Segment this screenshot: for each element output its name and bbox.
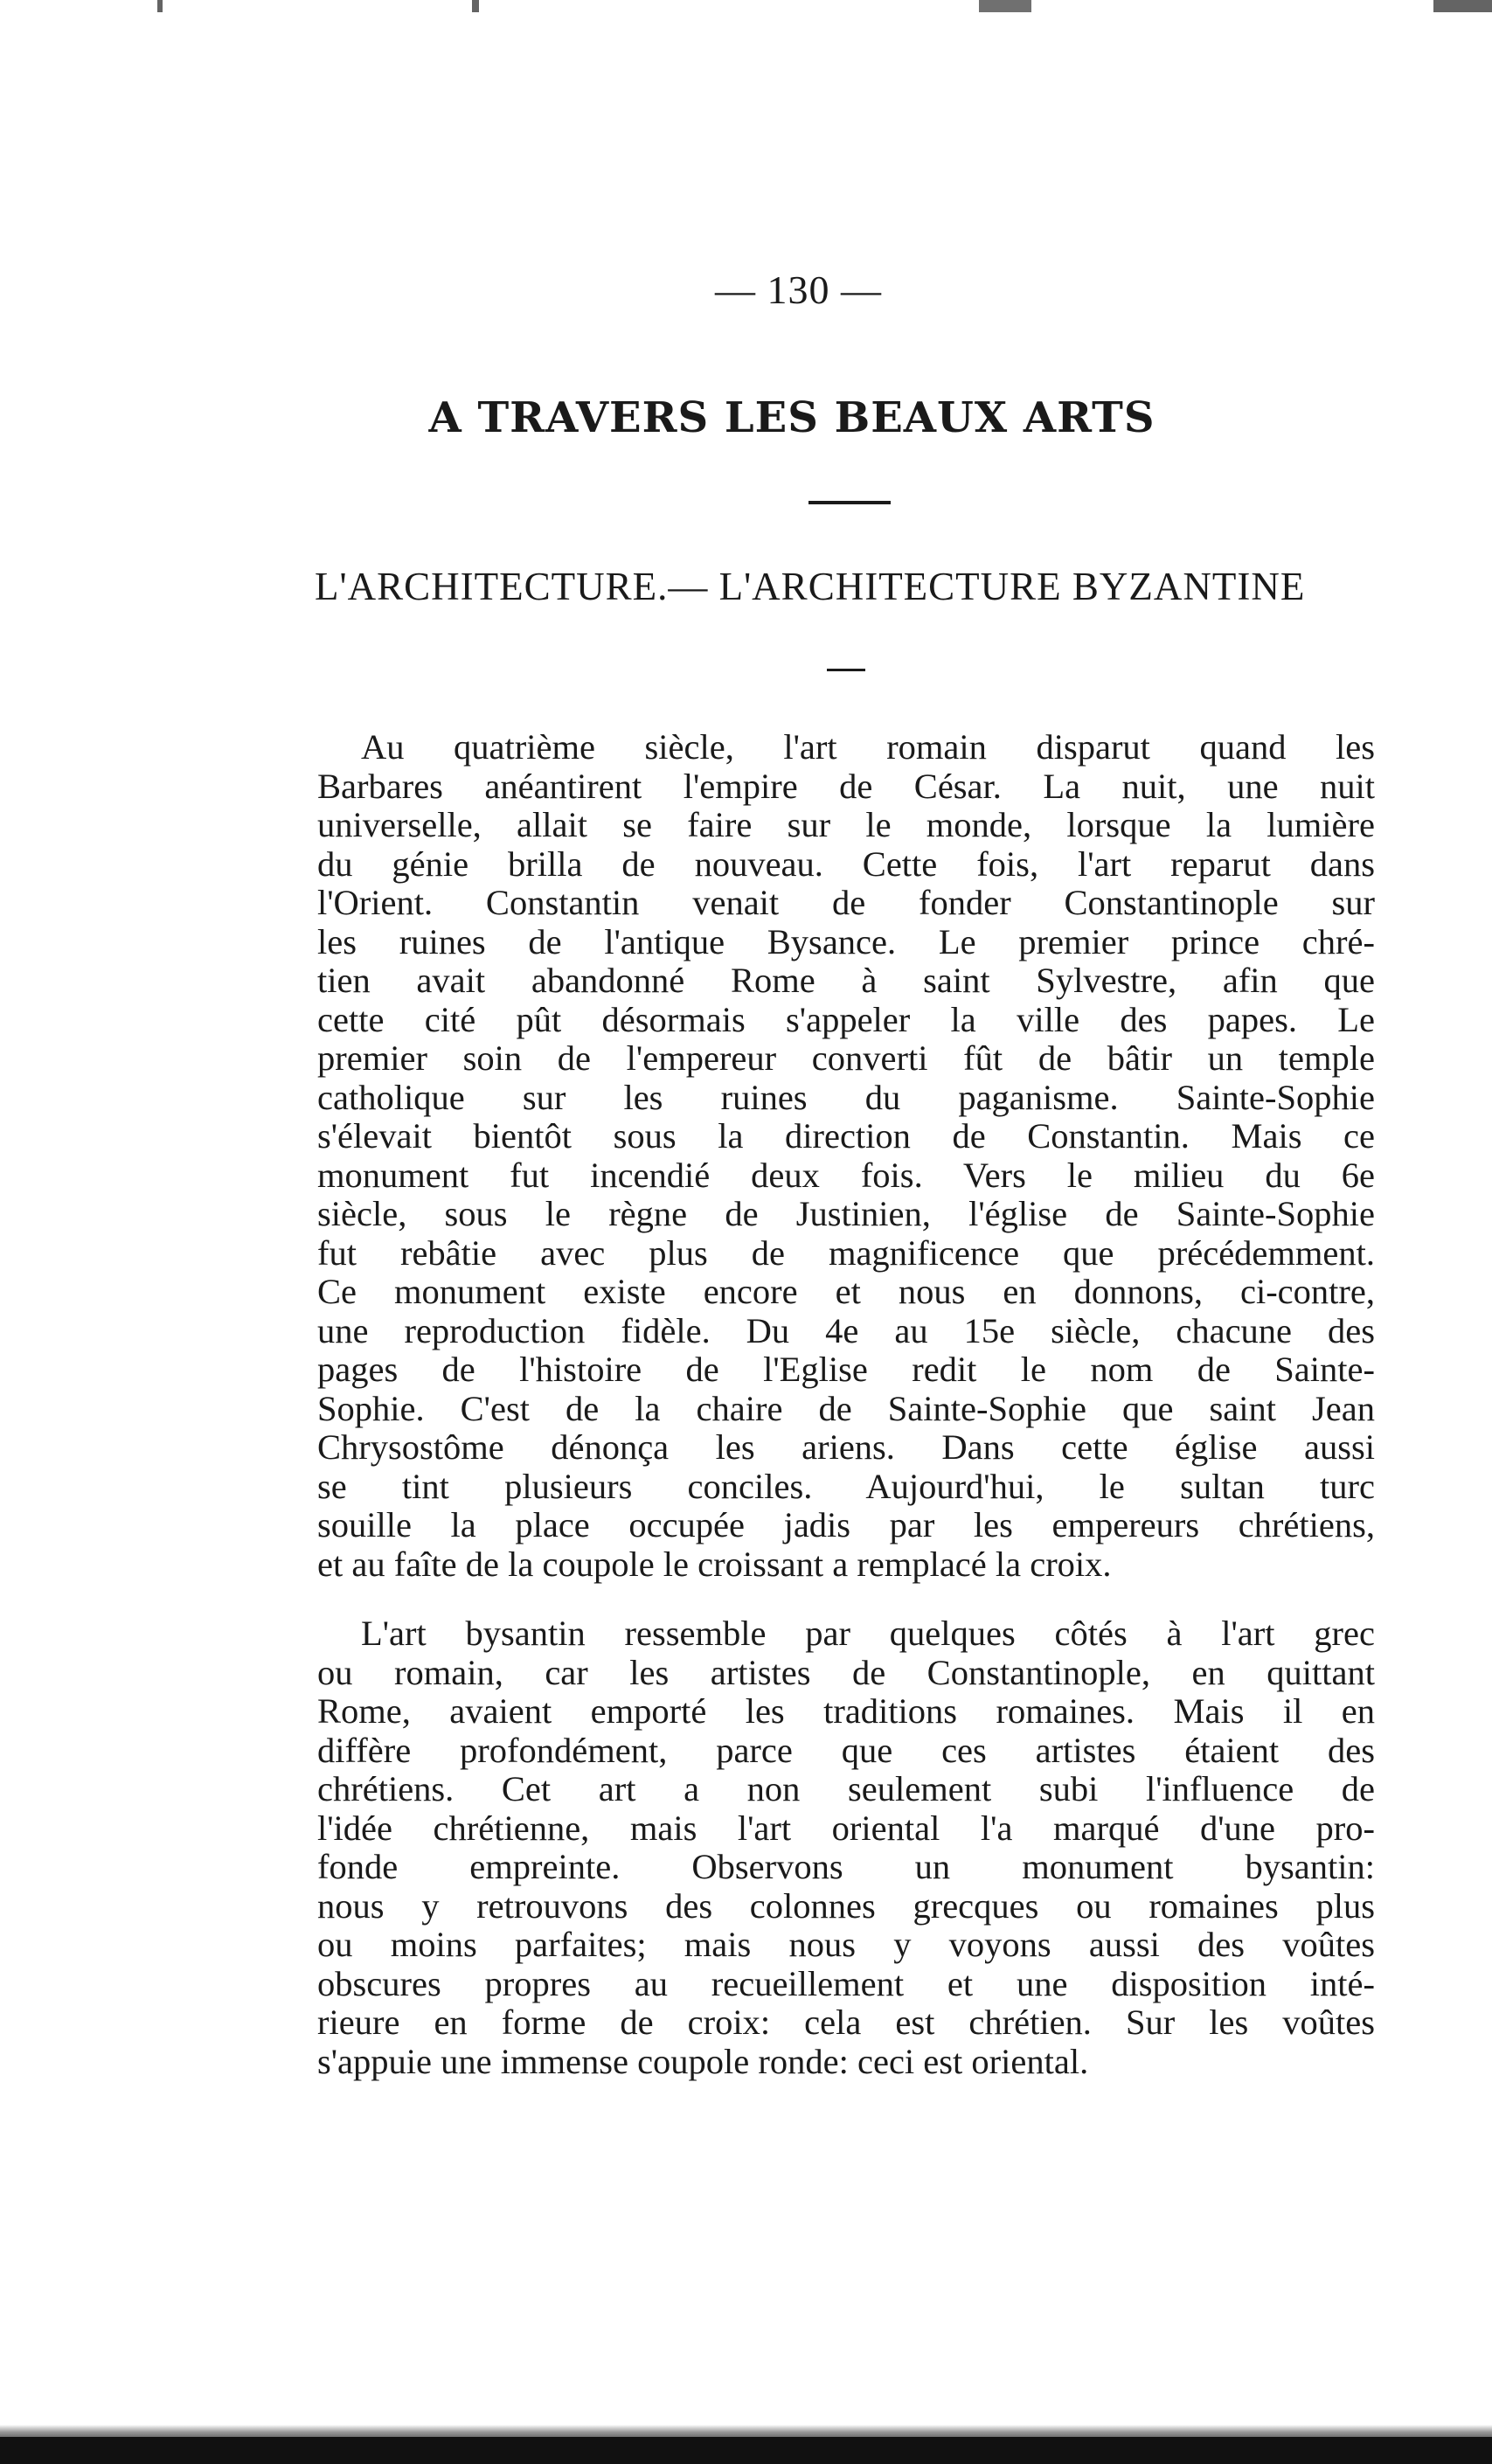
page-title: A TRAVERS LES BEAUX ARTS (428, 393, 1155, 442)
text-line: les ruines de l'antique Bysance. Le premier prince chré- (317, 921, 1375, 961)
text-line: monument fut incendié deux fois. Vers le milieu du 6e (317, 1155, 1375, 1195)
text-line: ou romain, car les artistes de Constantinople, en quittant (317, 1652, 1375, 1692)
text-line: Barbares anéantirent l'empire de César. La nuit, une nuit (317, 766, 1375, 806)
subtitle-divider (827, 669, 865, 671)
text-line: et au faîte de la coupole le croissant a remplacé la croix. (317, 1544, 1112, 1584)
text-line: fut rebâtie avec plus de magnificence que précédemment. (317, 1232, 1375, 1273)
text-line: ou moins parfaites; mais nous y voyons aussi des voûtes (317, 1925, 1375, 1964)
top-edge-specks (0, 0, 1492, 12)
text-line: fonde empreinte. Observons un monument bysantin: (317, 1847, 1375, 1886)
text-line: souille la place occupée jadis par les empereurs chrétiens, (317, 1505, 1375, 1544)
text-line: Ce monument existe encore et nous en donnons, ci-contre, (317, 1272, 1375, 1311)
text-line: L'art bysantin ressemble par quelques côtés à l'art grec (361, 1614, 1375, 1653)
section-subtitle: L'ARCHITECTURE.— L'ARCHITECTURE BYZANTINE (315, 565, 1306, 608)
text-line: diffère profondément, parce que ces artistes étaient des (317, 1730, 1375, 1770)
text-line: s'élevait bientôt sous la direction de Constantin. Mais ce (317, 1116, 1375, 1156)
text-line: l'Orient. Constantin venait de fonder Constantinople sur (317, 883, 1375, 922)
bottom-edge-bar (0, 2437, 1492, 2464)
text-line: nous y retrouvons des colonnes grecques ou romaines plus (317, 1885, 1375, 1926)
text-line: obscures propres au recueillement et une disposition inté- (317, 1963, 1375, 2003)
text-line: s'appuie une immense coupole ronde: ceci est oriental. (317, 2041, 1089, 2081)
text-line: Chrysostôme dénonça les ariens. Dans cette église aussi (317, 1427, 1375, 1467)
page-number: — 130 — (715, 267, 882, 312)
text-line: pages de l'histoire de l'Eglise redit le nom de Sainte- (317, 1350, 1375, 1389)
text-line: siècle, sous le règne de Justinien, l'église de Sainte-Sophie (317, 1194, 1375, 1233)
text-line: Rome, avaient emporté les traditions romaines. Mais il en (317, 1691, 1375, 1731)
text-line: chrétiens. Cet art a non seulement subi l'influence de (317, 1769, 1375, 1808)
bottom-edge-shadow (0, 2425, 1492, 2437)
title-divider (808, 501, 891, 504)
paragraph (317, 1614, 1375, 2081)
paragraph (317, 728, 1375, 1584)
text-line: une reproduction fidèle. Du 4e au 15e siècle, chacune des (317, 1310, 1375, 1350)
text-line: universelle, allait se faire sur le monde, lorsque la lumière (317, 805, 1375, 844)
text-line: l'idée chrétienne, mais l'art oriental l'a marqué d'une pro- (317, 1808, 1375, 1848)
text-line: rieure en forme de croix: cela est chrétien. Sur les voûtes (317, 2002, 1375, 2042)
text-line: premier soin de l'empereur converti fût de bâtir un temple (317, 1038, 1375, 1078)
text-line: cette cité pût désormais s'appeler la ville des papes. Le (317, 999, 1375, 1039)
text-line: Au quatrième siècle, l'art romain disparut quand les (361, 727, 1375, 767)
text-line: catholique sur les ruines du paganisme. Sainte-Sophie (317, 1077, 1375, 1117)
text-line: Sophie. C'est de la chaire de Sainte-Sophie que saint Jean (317, 1388, 1375, 1428)
text-line: tien avait abandonné Rome à saint Sylvestre, afin que (317, 961, 1375, 1000)
text-line: se tint plusieurs conciles. Aujourd'hui, le sultan turc (317, 1466, 1375, 1506)
text-line: du génie brilla de nouveau. Cette fois, l'art reparut dans (317, 843, 1375, 884)
